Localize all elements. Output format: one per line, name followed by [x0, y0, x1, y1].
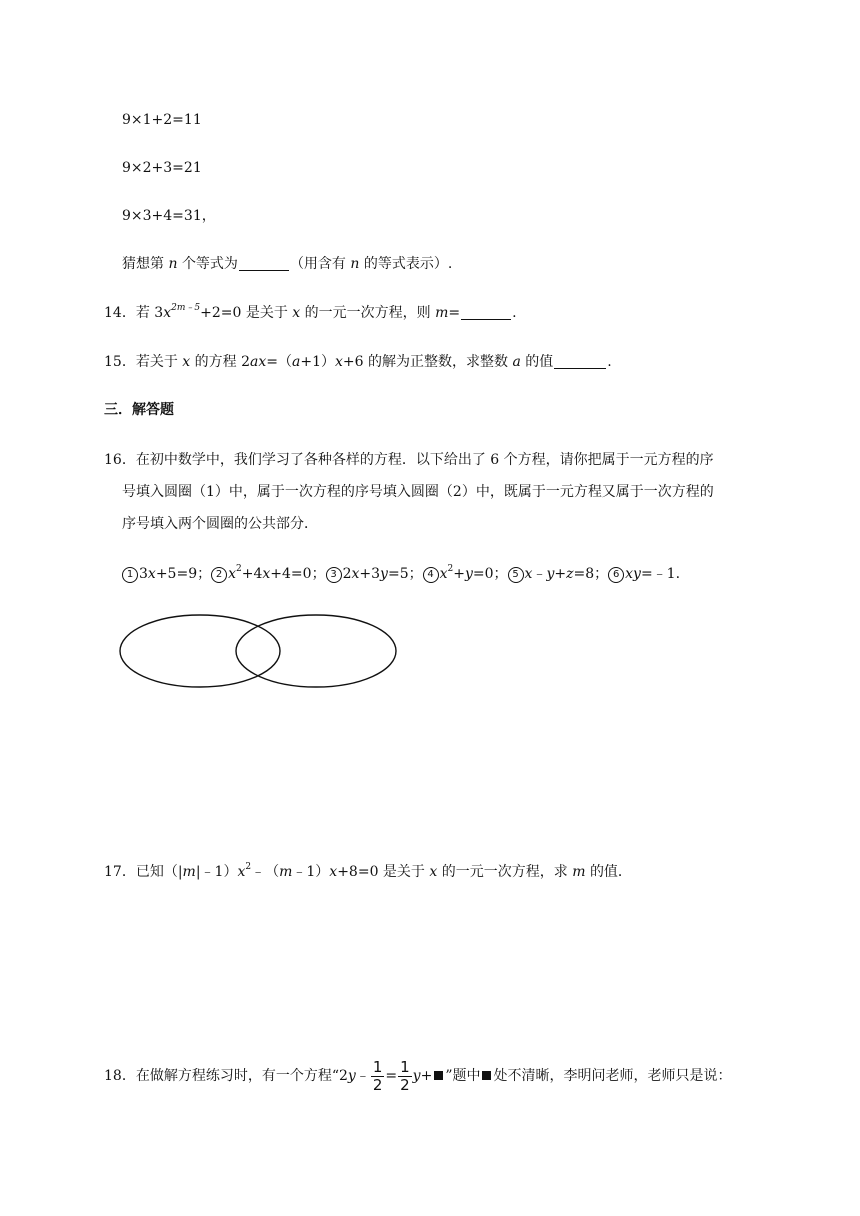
q15-var-a: a — [291, 354, 301, 370]
q17-text-a: 已知（| — [135, 864, 183, 880]
q17-number: 17． — [104, 864, 136, 880]
circled-number-6: 6 — [608, 567, 624, 583]
q18-fraction-1 — [371, 1059, 385, 1094]
venn-diagram — [118, 612, 402, 690]
q14 — [104, 303, 517, 323]
q17-text-d: ﹣1） — [292, 864, 330, 880]
q14-text-a: 若 3 — [135, 305, 164, 321]
q13-eq3: 9×3+4=31， — [122, 208, 216, 224]
q18-fraction-2 — [398, 1059, 412, 1094]
q18-frac2-numerator: 1 — [400, 1057, 410, 1076]
q17-text-c: ﹣（ — [251, 864, 280, 880]
q13-guess — [122, 254, 452, 274]
q16-equation-text-6: xy=﹣1. — [625, 566, 681, 582]
q14-number: 14． — [104, 305, 136, 321]
q13-answer-blank[interactable] — [239, 256, 289, 271]
q14-text-d: = — [448, 305, 461, 321]
q17-var-x: x — [237, 864, 246, 880]
q15-number: 15． — [104, 354, 136, 370]
q18-frac1-numerator: 1 — [372, 1057, 383, 1076]
circled-number-5: 5 — [508, 567, 524, 583]
q17-text-b: |﹣1） — [195, 864, 238, 880]
q15-text-d: +1） — [300, 354, 335, 370]
q16-equations — [122, 564, 680, 584]
q18-var-y2: y — [412, 1068, 421, 1084]
q14-text-c: 的一元一次方程，则 — [304, 305, 431, 321]
q17-var-m3: m — [572, 864, 586, 880]
q18-text-a: 在做解方程练习时，有一个方程“2 — [135, 1068, 348, 1084]
q15 — [104, 352, 612, 372]
q16-equation-4 — [423, 566, 508, 582]
q16-equation-2 — [211, 566, 325, 582]
q15-text-e: +6 的解为正整数，求整数 — [342, 354, 508, 370]
q13-guess-mid: 个等式为 — [181, 256, 238, 272]
circled-number-4: 4 — [423, 567, 439, 583]
q17-text-f: 的一元一次方程，求 — [441, 864, 568, 880]
q16-line2: 号填入圆圈（1）中，属于一次方程的序号填入圆圈（2）中，既属于一元方程又属于一次方程的 — [122, 484, 714, 500]
q15-var-x: x — [182, 354, 191, 370]
q17 — [104, 862, 632, 882]
section-heading: 三．解答题 — [104, 402, 174, 418]
q14-text-b: +2=0 是关于 — [200, 305, 288, 321]
q16-line1 — [104, 450, 714, 470]
q17-exponent: 2 — [245, 862, 252, 872]
q16-equation-text-4: $x^2+y=0$； — [439, 564, 508, 582]
q16-text-1: 在初中数学中，我们学习了各种各样的方程．以下给出了 6 个方程，请你把属于一元方程的序 — [135, 452, 714, 468]
q13-guess-end: 的等式表示）. — [363, 256, 453, 272]
q17-text-g: 的值． — [589, 864, 632, 880]
circled-number-3: 3 — [326, 567, 342, 583]
q14-exponent: 2m﹣5 — [171, 303, 201, 313]
q14-var-x: x — [163, 305, 172, 321]
q18-text-c: 处不清晰，李明问老师，老师只是说： — [493, 1068, 732, 1084]
q16-equation-1 — [122, 566, 211, 582]
q16-number: 16． — [104, 452, 136, 468]
unclear-square-icon — [434, 1071, 443, 1080]
q16-equation-3 — [326, 566, 423, 582]
q15-text-b: 的方程 2 — [194, 354, 250, 370]
q17-var-m2: m — [279, 864, 293, 880]
q16-equation-text-2: $x^2+4x+4=0$； — [228, 564, 326, 582]
q16-equation-text-5: x﹣y+z=8； — [524, 566, 609, 582]
q17-var-x3: x — [429, 864, 438, 880]
q18-var-y: y — [347, 1068, 356, 1084]
q17-var-x2: x — [329, 864, 338, 880]
q13-eq1: 9×1+2=11 — [122, 112, 202, 128]
q18-equals: = — [385, 1068, 398, 1084]
q18-number: 18． — [104, 1068, 136, 1084]
circled-number-2: 2 — [211, 567, 227, 583]
q18 — [104, 1056, 731, 1096]
q13-guess-prefix: 猜想第 — [122, 256, 164, 272]
q15-var-a2: a — [512, 354, 521, 370]
q15-var-ax: ax — [250, 354, 267, 370]
q15-end: . — [607, 354, 612, 370]
q16-equation-6 — [608, 566, 680, 582]
q15-text-a: 若关于 — [135, 354, 178, 370]
unclear-square-icon-2 — [482, 1071, 491, 1080]
q13-var-n: n — [168, 256, 178, 272]
venn-circle-1 — [120, 615, 280, 687]
q17-text-e: +8=0 是关于 — [337, 864, 425, 880]
q16-equation-5 — [508, 566, 609, 582]
q16-line3: 序号填入两个圆圈的公共部分． — [122, 516, 318, 532]
q18-plus: + — [420, 1068, 433, 1084]
q15-text-f: 的值 — [525, 354, 554, 370]
q18-frac1-denominator: 2 — [372, 1075, 383, 1094]
q14-var-x2: x — [292, 305, 301, 321]
q18-minus: ﹣ — [355, 1068, 370, 1084]
q14-end: . — [512, 305, 517, 321]
venn-circle-2 — [236, 615, 396, 687]
q13-var-n2: n — [350, 256, 360, 272]
q16-equation-text-1: 3x+5=9； — [139, 566, 212, 582]
q18-text-b: ”题中 — [445, 1068, 481, 1084]
q13-eq2: 9×2+3=21 — [122, 160, 202, 176]
q14-var-m: m — [435, 305, 449, 321]
q16-equation-text-3: 2x+3y=5； — [342, 566, 423, 582]
q15-answer-blank[interactable] — [554, 354, 606, 369]
q17-var-m: m — [182, 864, 196, 880]
q13-guess-suffix: （用含有 — [289, 256, 346, 272]
circled-number-1: 1 — [122, 567, 138, 583]
q15-text-c: =（ — [266, 354, 292, 370]
q15-var-x2: x — [334, 354, 343, 370]
q18-frac2-denominator: 2 — [400, 1075, 410, 1094]
q14-answer-blank[interactable] — [461, 305, 511, 320]
